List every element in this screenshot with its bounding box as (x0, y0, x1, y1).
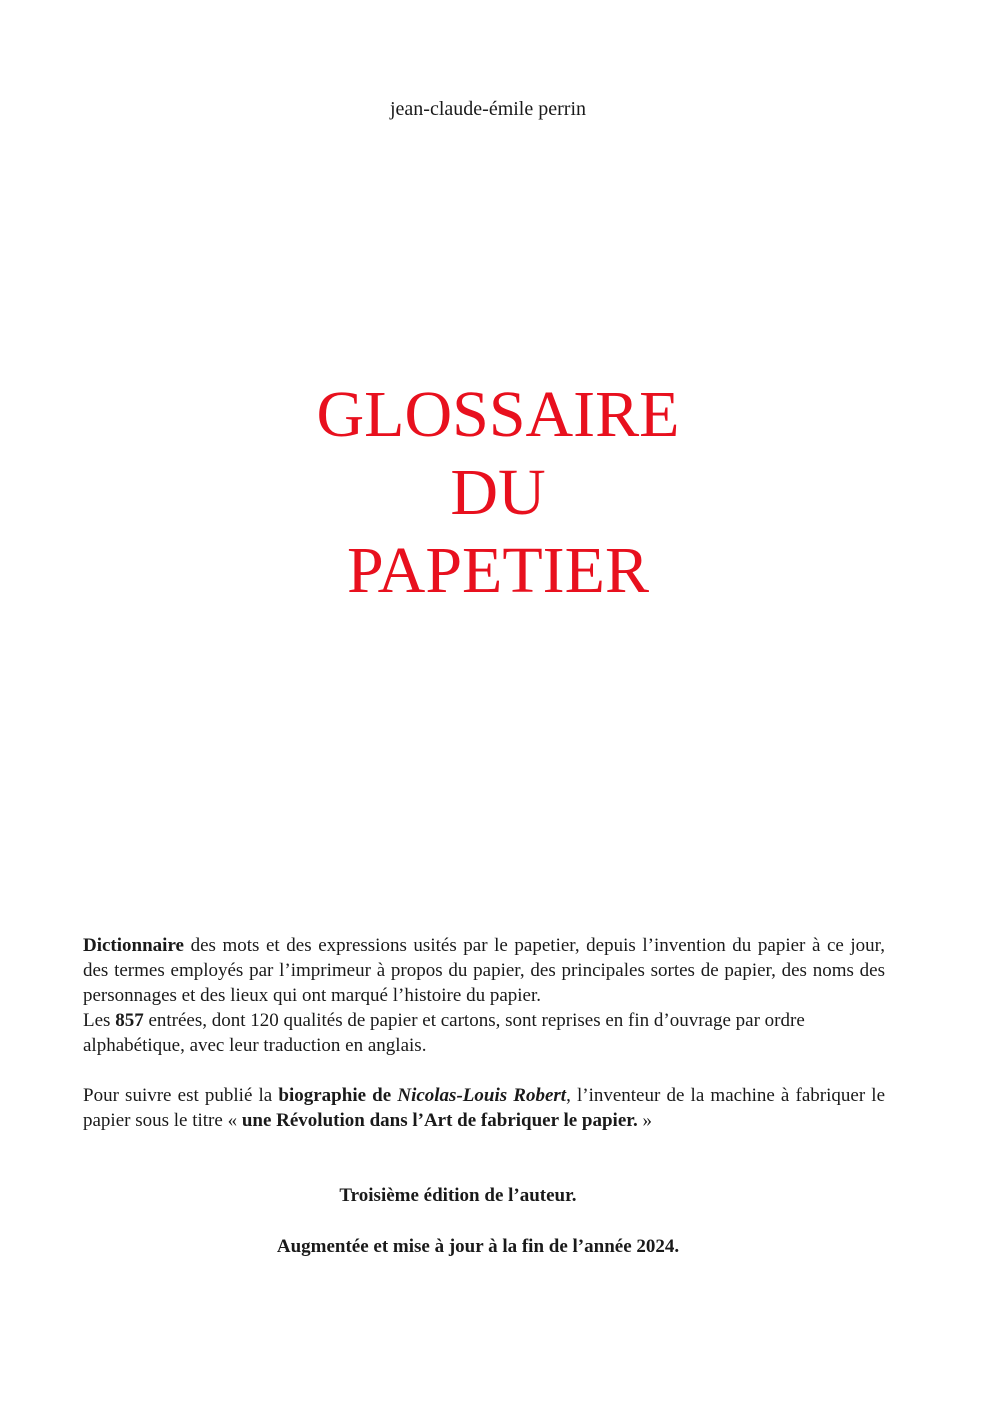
biography-label: biographie de (278, 1085, 398, 1106)
dictionnaire-keyword: Dictionnaire (83, 935, 184, 956)
entries-count: 857 (115, 1010, 144, 1031)
book-title (0, 376, 996, 610)
entries-text: entrées, dont 120 qualités de papier et cartons, sont reprises en fin d’ouvrage par ordre alphabétique, avec leur traduction en anglais. (83, 1010, 805, 1056)
title-line-1: GLOSSAIRE (316, 378, 680, 451)
inventor-name: Nicolas-Louis Robert (397, 1085, 567, 1106)
title-line-2: DU (450, 456, 546, 529)
entries-prefix: Les (83, 1010, 116, 1031)
update-line: Augmentée et mise à jour à la fin de l’année 2024. (276, 1236, 680, 1257)
edition-line: Troisième édition de l’auteur. (339, 1185, 577, 1206)
title-line-3: PAPETIER (347, 534, 649, 607)
biography-prefix: Pour suivre est publié la (83, 1085, 279, 1106)
description-paragraph-1 (83, 933, 885, 1008)
description-text-1: des mots et des expressions usités par le papetier, depuis l’invention du papier à ce jour, des termes employés par l’imprimeur à propos du papier, des principales sortes de papier, des noms des personnages et des lieux qui ont marqué l’histoire du papier. (83, 935, 885, 1006)
description-paragraph-3 (83, 1083, 885, 1133)
description-paragraph-2 (83, 1008, 885, 1058)
biography-end: » (637, 1110, 652, 1131)
biography-title: une Révolution dans l’Art de fabriquer le papier. (241, 1110, 638, 1131)
biography-middle: , l’inventeur de la machine à fabriquer le papier sous le titre « (83, 1085, 886, 1131)
author-name: jean-claude-émile perrin (390, 98, 586, 120)
